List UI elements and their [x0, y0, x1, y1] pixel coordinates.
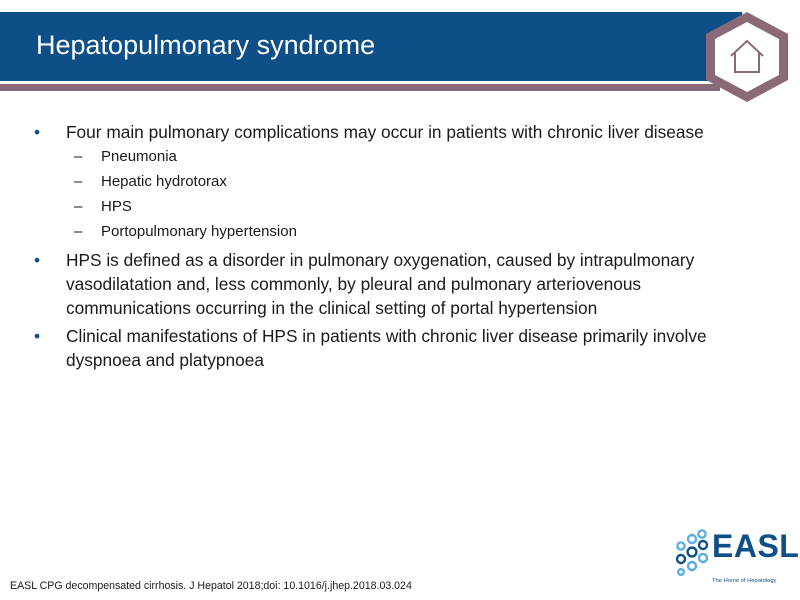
- title-divider: [0, 84, 720, 91]
- easl-logo: [672, 526, 800, 588]
- home-button[interactable]: [704, 10, 790, 104]
- home-icon: [704, 10, 790, 104]
- subitem-hps: – HPS: [101, 194, 751, 219]
- bullet-complications: • Four main pulmonary complications may occur in patients with chronic liver disease: [66, 120, 756, 144]
- logo-wordmark: EASL: [712, 528, 800, 564]
- footer-citation: EASL CPG decompensated cirrhosis. J Hepatol 2018;doi: 10.1016/j.jhep.2018.03.024: [10, 580, 412, 592]
- slide-title: Hepatopulmonary syndrome: [36, 30, 376, 60]
- bullet-clinical-manifestations: • Clinical manifestations of HPS in patients with chronic liver disease primarily involve dyspnoea and platypnoea: [66, 324, 756, 372]
- bullet-hps-definition: • HPS is defined as a disorder in pulmonary oxygenation, caused by intrapulmonary vasodilatation and, less commonly, by pleural and pulmonary arteriovenous communications occurring in the clinical setting of portal hypertension: [66, 248, 756, 320]
- subitem-pneumonia: – Pneumonia: [101, 144, 751, 169]
- logo-tagline: The Home of Hepatology: [712, 578, 777, 584]
- subitem-hepatic-hydrotorax: – Hepatic hydrotorax: [101, 169, 751, 194]
- slide-content: [0, 120, 800, 372]
- subitem-portopulmonary-hypertension: – Portopulmonary hypertension: [101, 219, 751, 244]
- easl-logo-mark-icon: [672, 528, 712, 576]
